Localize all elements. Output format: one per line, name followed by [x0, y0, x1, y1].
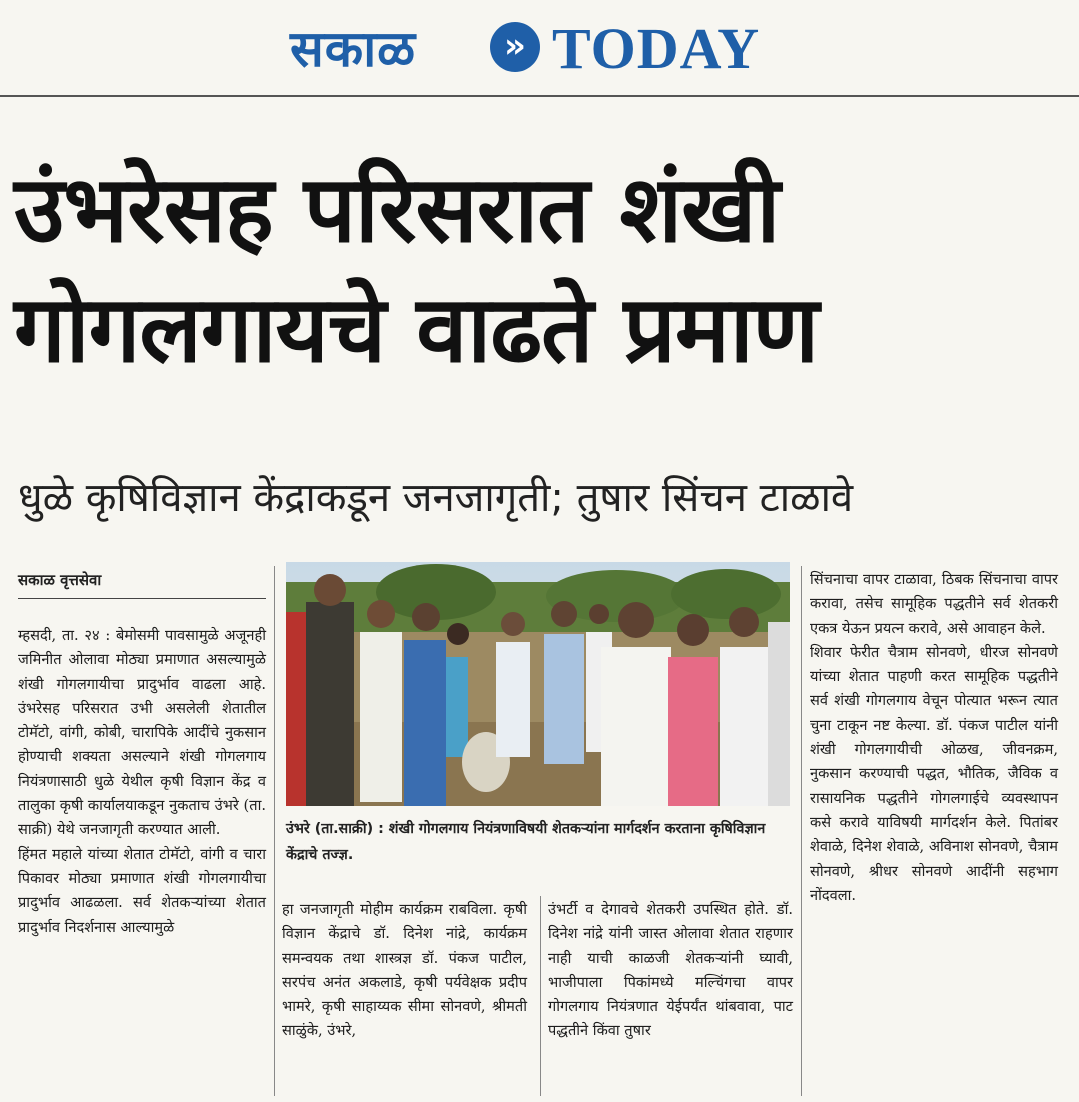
headline-line-2: गोगलगायचे वाढते प्रमाण	[14, 276, 819, 383]
article-column-1: म्हसदी, ता. २४ : बेमोसमी पावसामुळे अजूनही जमिनीत ओलावा मोठ्या प्रमाणात असल्यामुळे शंखी गोगलगायीचा प्रादुर्भाव वाढला आहे. उंभरेसह परिसरात उभी असलेली शेतातील टोमॅटो, वांगी, कोबी, चारापिके आदींचे नुकसान होण्याची शक्यता असल्याने शंखी गोगलगाय नियंत्रणासाठी धुळे येथील कृषी विज्ञान केंद्र व तालुका कृषी कार्यालयाकडून नुकताच उंभरे (ता. साक्री) येथे जनजागृती करण्यात आली. हिंमत महाले यांच्या शेतात टोमॅटो, वांगी व चारा पिकावर मोठ्या प्रमाणात शंखी गोगलगायीचा प्रादुर्भाव आढळला. सर्व शेतकऱ्यांच्या शेतात प्रादुर्भाव निदर्शनास आल्यामुळे	[18, 627, 266, 936]
headline-line-1: उंभरेसह परिसरात शंखी	[14, 156, 780, 263]
article-photo	[286, 562, 790, 806]
caption-place: उंभरे (ता.साक्री) :	[286, 821, 384, 837]
article-column-4: सिंचनाचा वापर टाळावा, ठिबक सिंचनाचा वापर करावा, तसेच सामूहिक पद्धतीने सर्व शेतकरी एकत्र येऊन प्रयत्न करावे, असे आवाहन केले. शिवार फेरीत चैत्राम सोनवणे, धीरज सोनवणे यांच्या शेतात पाहणी करत सामूहिक पद्धतीने सर्व शंखी गोगलगाय वेचून पोत्यात भरून त्यात चुना टाकून नष्ट केल्या. डॉ. पंकज पाटील यांनी शंखी गोगलगायीची ओळख, जीवनक्रम, नुकसान करण्याची पद्धत, भौतिक, जैविक व रासायनिक पद्धतीने गोगलगाईचे व्यवस्थापन कसे करावे याविषयी मार्गदर्शन केले. पितांबर शेवाळे, दिनेश शेवाळे, अविनाश सोनवणे, चैत्राम सोनवणे, श्रीधर सोनवणे आदींनी सहभाग नोंदवला.	[810, 571, 1058, 904]
masthead	[0, 0, 1079, 96]
masthead-divider	[0, 95, 1079, 97]
farm-scene-image	[286, 562, 790, 806]
byline: सकाळ वृत्तसेवा	[18, 571, 102, 589]
article-column-2: हा जनजागृती मोहीम कार्यक्रम राबविला. कृषी विज्ञान केंद्राचे डॉ. दिनेश नांद्रे, कार्यक्रम समन्वयक तथा शास्त्रज्ञ डॉ. पंकज पाटील, सरपंच अनंत अकलाडे, कृषी पर्यवेक्षक प्रदीप भामरे, कृषी साहाय्यक सीमा सोनवणे, श्रीमती साळुंके, उंभरे,	[282, 901, 527, 1040]
article-column-3: उंभर्टी व देगावचे शेतकरी उपस्थित होते. डॉ. दिनेश नांद्रे यांनी जास्त ओलावा शेतात राहणार नाही याची काळजी शेतकऱ्यांनी घ्यावी, भाजीपाला पिकांमध्ये मल्चिंगचा वापर गोगलगाय नियंत्रणात येईपर्यंत थांबवावा, पाट पद्धतीने किंवा तुषार	[548, 901, 793, 1040]
masthead-name-english: TODAY	[552, 16, 761, 81]
column-divider	[540, 896, 541, 1096]
caption-text: शंखी गोगलगाय नियंत्रणाविषयी शेतकऱ्यांना मार्गदर्शन करताना कृषिविज्ञान केंद्राचे तज्ज्ञ.	[286, 821, 766, 863]
headline	[14, 150, 1074, 390]
column-divider	[801, 566, 802, 1096]
subheadline: धुळे कृषिविज्ञान केंद्राकडून जनजागृती; तुषार सिंचन टाळावे	[18, 475, 854, 521]
masthead-name-marathi: सकाळ	[290, 20, 417, 78]
column-divider	[274, 566, 275, 1096]
byline-divider	[18, 598, 266, 599]
photo-caption	[286, 816, 790, 868]
masthead-chevron-icon: »	[490, 22, 540, 72]
